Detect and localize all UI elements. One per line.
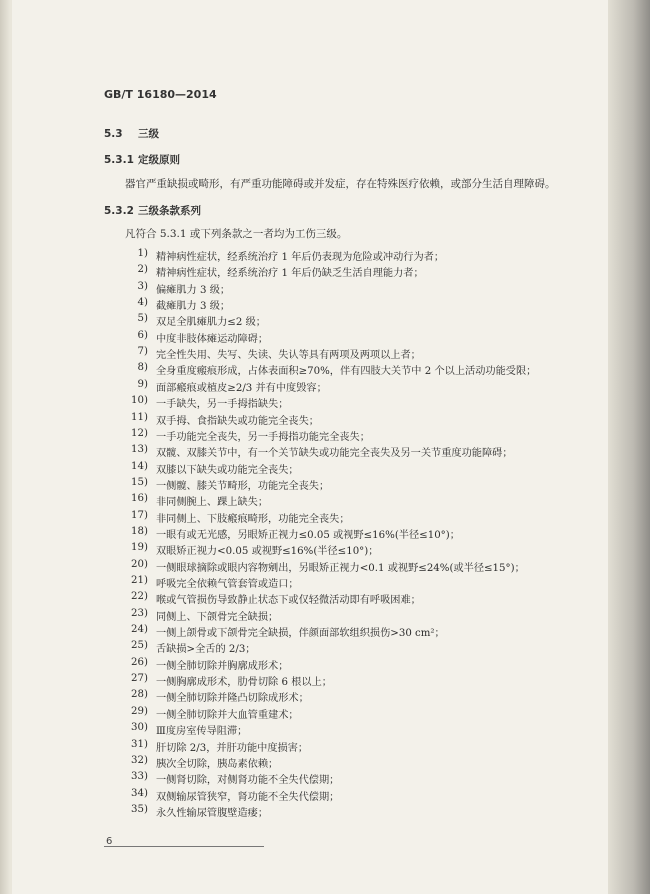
section-title: 定级原则 [138, 154, 180, 166]
item-number: 2) [137, 264, 148, 276]
section-5-3-2-intro: 凡符合 5.3.1 或下列条款之一者均为工伤三级。 [125, 228, 348, 240]
item-number: 5) [137, 313, 148, 325]
section-number: 5.3.2 [104, 205, 134, 217]
section-number: 5.3.1 [104, 154, 134, 166]
item-text: 胰次全切除，胰岛素依赖； [156, 758, 279, 770]
item-number: 8) [137, 362, 148, 374]
item-text: 全身重度瘢痕形成，占体表面积≥70%，伴有四肢大关节中 2 个以上活动功能受限； [156, 366, 537, 378]
section-5-3-heading [104, 126, 159, 141]
item-text: 双髋、双膝关节中，有一个关节缺失或功能完全丧失及另一关节重度功能障碍； [156, 448, 513, 460]
item-text: 一侧眼球摘除或眼内容物剜出，另眼矫正视力<0.1 或视野≤24%(或半径≤15°)； [156, 562, 525, 574]
item-number: 1) [137, 248, 148, 259]
item-text: 双侧输尿管狭窄，肾功能不全失代偿期； [156, 791, 340, 803]
item-text: 精神病性症状，经系统治疗 1 年后仍表现为危险或冲动行为者； [156, 252, 445, 263]
section-title: 三级条款系列 [138, 205, 201, 217]
scan-edge-right [608, 0, 650, 894]
section-number: 5.3 [104, 128, 123, 140]
item-number: 4) [137, 297, 148, 309]
item-text: 同侧上、下颌骨完全缺损； [156, 611, 279, 623]
section-5-3-1-text: 器官严重缺损或畸形，有严重功能障碍或并发症，存在特殊医疗依赖，或部分生活自理障碍。 [125, 178, 556, 190]
item-number: 23) [131, 607, 148, 619]
item-text: 一侧肾切除，对侧肾功能不全失代偿期； [156, 775, 340, 787]
item-number: 10) [131, 395, 148, 407]
item-text: 双足全肌瘫肌力≤2 级； [156, 317, 266, 329]
item-text: 截瘫肌力 3 级； [156, 301, 231, 313]
item-number: 21) [131, 575, 148, 586]
item-text: 肝切除 2/3，并肝功能中度损害； [156, 742, 309, 754]
item-text: 非同侧腕上、踝上缺失； [156, 497, 269, 509]
section-5-3-1-heading [104, 152, 180, 167]
item-number: 11) [131, 411, 148, 423]
item-text: 面部瘢痕或植皮≥2/3 并有中度毁容； [156, 382, 327, 394]
item-text: 一侧上颌骨或下颌骨完全缺损，伴颜面部软组织损伤>30 cm²； [156, 628, 445, 640]
item-text: 舌缺损>全舌的 2/3； [156, 644, 256, 656]
item-number: 31) [131, 738, 148, 750]
item-number: 9) [137, 378, 148, 390]
item-number: 30) [131, 722, 148, 734]
item-number: 24) [131, 624, 148, 636]
item-text: 一侧全肺切除并大血管重建术； [156, 709, 299, 721]
item-number: 12) [131, 427, 148, 439]
item-number: 6) [137, 329, 148, 341]
section-title: 三级 [138, 128, 159, 140]
item-text: 双膝以下缺失或功能完全丧失； [156, 464, 299, 476]
item-number: 27) [131, 673, 148, 685]
item-number: 19) [131, 542, 148, 554]
item-text: 精神病性症状，经系统治疗 1 年后仍缺乏生活自理能力者； [156, 268, 424, 280]
item-number: 29) [131, 705, 148, 717]
item-number: 22) [131, 591, 148, 603]
item-number: 28) [131, 689, 148, 701]
footer-rule [104, 846, 264, 847]
item-number: 13) [131, 444, 148, 456]
item-number: 35) [131, 803, 148, 815]
item-number: 7) [137, 346, 148, 358]
item-text: 一手功能完全丧失，另一手拇指功能完全丧失； [156, 431, 370, 443]
item-number: 3) [137, 280, 148, 292]
item-number: 25) [131, 640, 148, 652]
item-text: Ⅲ度房室传导阻滞； [156, 726, 248, 738]
item-text: 一侧髋、膝关节畸形，功能完全丧失； [156, 480, 330, 492]
item-text: 中度非肢体瘫运动障碍； [156, 333, 269, 345]
document-page [12, 0, 610, 894]
item-text: 喉或气管损伤导致静止状态下或仅轻微活动即有呼吸困难； [156, 595, 421, 607]
item-text: 一手缺失，另一手拇指缺失； [156, 399, 289, 411]
item-text: 双眼矫正视力<0.05 或视野≤16%(半径≤10°)； [156, 546, 379, 558]
item-number: 14) [131, 460, 148, 472]
item-text: 永久性输尿管腹壁造瘘； [156, 807, 269, 819]
item-number: 17) [131, 509, 148, 521]
item-number: 26) [131, 656, 148, 668]
item-number: 32) [131, 754, 148, 766]
standard-number: GB/T 16180—2014 [104, 88, 217, 101]
item-text: 一眼有或无光感，另眼矫正视力≤0.05 或视野≤16%(半径≤10°)； [156, 529, 460, 541]
item-number: 34) [131, 787, 148, 799]
item-text: 双手拇、食指缺失或功能完全丧失； [156, 415, 319, 427]
scan-edge-left [0, 0, 10, 894]
item-number: 20) [131, 558, 148, 570]
item-number: 16) [131, 493, 148, 505]
item-text: 一侧全肺切除并胸廓成形术； [156, 660, 289, 672]
item-text: 一侧胸廓成形术，肋骨切除 6 根以上； [156, 677, 332, 689]
section-5-3-2-heading [104, 203, 201, 218]
item-text: 完全性失用、失写、失读、失认等具有两项及两项以上者； [156, 350, 421, 362]
item-text: 呼吸完全依赖气管套管或造口； [156, 579, 299, 590]
page-number: 6 [106, 836, 113, 847]
item-text: 一侧全肺切除并隆凸切除成形术； [156, 693, 309, 705]
item-text: 非同侧上、下肢瘢痕畸形，功能完全丧失； [156, 513, 350, 525]
item-number: 33) [131, 771, 148, 783]
item-number: 15) [131, 476, 148, 488]
item-text: 偏瘫肌力 3 级； [156, 284, 231, 296]
item-number: 18) [131, 525, 148, 537]
